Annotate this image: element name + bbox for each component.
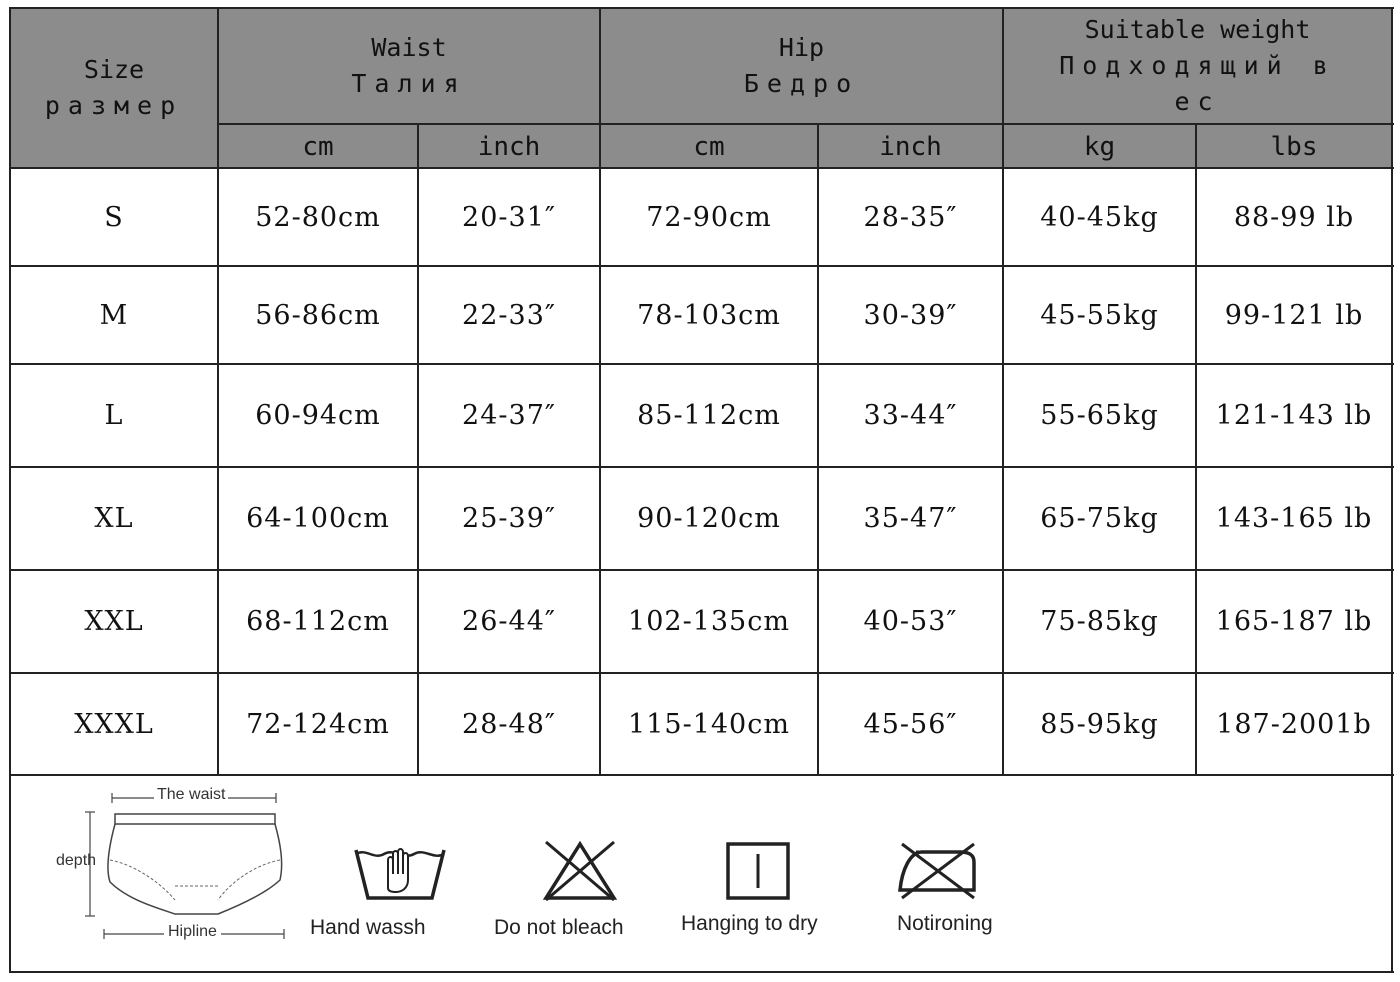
row-s-size: S xyxy=(104,201,124,233)
row-xxxl-hip-cm: 115-140cm xyxy=(628,708,790,740)
hand-wash-label: Hand wassh xyxy=(310,916,426,939)
grid-line xyxy=(218,123,1394,125)
row-m-kg: 45-55kg xyxy=(1040,299,1159,331)
row-s-hip-cm: 72-90cm xyxy=(646,201,772,233)
row-m-hip-inch: 30-39″ xyxy=(863,299,958,331)
header-weight-ru-1: Подходящий в xyxy=(1059,51,1336,80)
row-xxl-hip-cm: 102-135cm xyxy=(628,606,790,637)
grid-line xyxy=(817,123,819,776)
row-xxl-waist-cm: 68-112cm xyxy=(246,606,390,637)
diagram-depth-label: depth xyxy=(56,852,97,869)
row-xl-kg: 65-75kg xyxy=(1040,503,1159,534)
row-xxxl-lbs: 187-2001b xyxy=(1216,708,1372,740)
header-size xyxy=(10,8,218,168)
no-iron-icon xyxy=(894,840,980,902)
row-xxl-size: XXL xyxy=(84,606,144,637)
row-xxxl-kg: 85-95kg xyxy=(1040,708,1159,740)
grid-line xyxy=(217,7,219,776)
row-m-size: M xyxy=(99,299,129,331)
header-hip xyxy=(600,8,1003,124)
row-xl-waist-inch: 25-39″ xyxy=(462,503,556,534)
grid-line xyxy=(599,7,601,776)
row-s-hip-inch: 28-35″ xyxy=(863,201,958,233)
row-l-hip-cm: 85-112cm xyxy=(637,400,781,431)
briefs-outline-icon xyxy=(80,790,300,940)
header-waist-ru: Талия xyxy=(351,69,467,98)
row-s-waist-inch: 20-31″ xyxy=(462,201,556,233)
row-m-waist-cm: 56-86cm xyxy=(255,299,381,331)
header-waist xyxy=(218,8,600,124)
unit-weight-lbs: lbs xyxy=(1270,132,1318,162)
row-m-hip-cm: 78-103cm xyxy=(637,299,781,331)
do-not-bleach-label: Do not bleach xyxy=(494,916,624,939)
header-hip-en: Hip xyxy=(778,33,825,62)
row-xxxl-hip-inch: 45-56″ xyxy=(863,708,958,740)
header-hip-ru: Бедро xyxy=(743,69,860,98)
row-s-waist-cm: 52-80cm xyxy=(255,201,381,233)
row-xxxl-waist-inch: 28-48″ xyxy=(462,708,556,740)
row-l-size: L xyxy=(104,400,124,431)
unit-waist-inch: inch xyxy=(477,132,541,162)
diagram-waist-label: The waist xyxy=(154,786,228,804)
no-iron-label: Notironing xyxy=(897,912,993,935)
do-not-bleach-icon xyxy=(540,838,620,904)
row-xxl-kg: 75-85kg xyxy=(1040,606,1159,637)
row-m-waist-inch: 22-33″ xyxy=(462,299,556,331)
row-xl-hip-inch: 35-47″ xyxy=(863,503,958,534)
grid-line xyxy=(1002,7,1004,776)
hand-wash-icon xyxy=(350,840,450,906)
grid-line xyxy=(1391,7,1393,973)
grid-line xyxy=(10,971,1394,973)
row-xxl-lbs: 165-187 lb xyxy=(1215,606,1373,637)
grid-line xyxy=(1195,123,1197,776)
row-l-kg: 55-65kg xyxy=(1040,400,1159,431)
row-xxl-waist-inch: 26-44″ xyxy=(462,606,556,637)
row-xl-lbs: 143-165 lb xyxy=(1215,503,1373,534)
row-xl-waist-cm: 64-100cm xyxy=(246,503,390,534)
row-xl-size: XL xyxy=(94,503,134,534)
row-xl-hip-cm: 90-120cm xyxy=(637,503,781,534)
header-size-en: Size xyxy=(83,55,145,84)
header-size-ru: размер xyxy=(44,91,184,120)
grid-line xyxy=(9,7,11,973)
row-s-kg: 40-45kg xyxy=(1040,201,1159,233)
row-xxxl-waist-cm: 72-124cm xyxy=(246,708,390,740)
unit-hip-cm: cm xyxy=(693,132,725,162)
row-l-waist-inch: 24-37″ xyxy=(462,400,556,431)
row-l-hip-inch: 33-44″ xyxy=(863,400,958,431)
diagram-hipline-label: Hipline xyxy=(164,923,221,941)
unit-weight-kg: kg xyxy=(1083,132,1116,162)
row-xxl-hip-inch: 40-53″ xyxy=(863,606,958,637)
row-l-waist-cm: 60-94cm xyxy=(255,400,381,431)
header-weight xyxy=(1003,8,1392,124)
hang-dry-label: Hanging to dry xyxy=(681,912,818,935)
row-s-lbs: 88-99 lb xyxy=(1233,201,1355,233)
row-m-lbs: 99-121 lb xyxy=(1224,299,1364,331)
unit-hip-inch: inch xyxy=(879,132,942,162)
grid-line xyxy=(417,123,419,776)
header-weight-ru-2: ес xyxy=(1174,87,1221,116)
row-xxxl-size: XXXL xyxy=(74,708,154,740)
header-waist-en: Waist xyxy=(371,33,447,62)
header-weight-en: Suitable weight xyxy=(1084,15,1311,44)
row-l-lbs: 121-143 lb xyxy=(1215,400,1373,431)
unit-waist-cm: cm xyxy=(302,132,334,162)
hang-dry-icon xyxy=(724,840,794,902)
